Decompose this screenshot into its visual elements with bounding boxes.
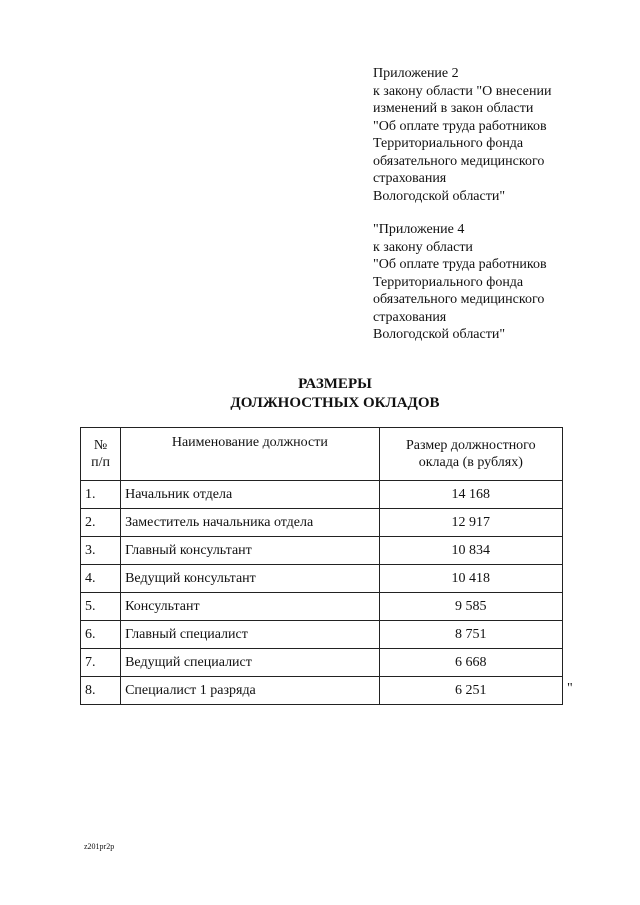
appendix-line: Вологодской области": [373, 327, 506, 342]
salary-value: 14 168: [379, 481, 562, 509]
row-number: 2.: [81, 509, 121, 537]
appendix-line: "Об оплате труда работников: [373, 118, 547, 134]
table-row: [81, 537, 563, 565]
position-name: Главный консультант: [121, 537, 380, 565]
table-row: [81, 649, 563, 677]
appendix-line: страхования: [373, 309, 447, 325]
closing-quote: ": [567, 681, 573, 696]
salary-value: 8 751: [379, 621, 562, 649]
table-row: [81, 621, 563, 649]
position-name: Ведущий консультант: [121, 565, 380, 593]
salary-value: 6 668: [379, 649, 562, 677]
table-row: [81, 593, 563, 621]
position-name: Заместитель начальника отдела: [121, 509, 380, 537]
appendix-line: изменений в закон области: [373, 101, 534, 116]
salary-table: [80, 427, 563, 705]
row-number: 3.: [81, 537, 121, 565]
salary-value: 10 418: [379, 565, 562, 593]
appendix-line: Приложение 2: [373, 66, 459, 81]
appendix-2-header: [373, 65, 613, 205]
appendix-line: "Об оплате труда работников: [373, 257, 547, 272]
title-line-1: РАЗМЕРЫ: [298, 376, 372, 392]
appendix-line: "Приложение 4: [373, 222, 465, 237]
appendix-4-header: [373, 221, 613, 344]
position-name: Ведущий специалист: [121, 649, 380, 677]
appendix-line: Вологодской области": [373, 188, 506, 204]
row-number: 4.: [81, 565, 121, 593]
appendix-line: страхования: [373, 171, 447, 186]
title-line-2: ДОЛЖНОСТНЫХ ОКЛАДОВ: [230, 395, 440, 411]
appendix-line: обязательного медицинского: [373, 153, 545, 169]
row-number: 6.: [81, 621, 121, 649]
row-number: 7.: [81, 649, 121, 677]
position-name: Специалист 1 разряда: [121, 677, 380, 705]
row-number: 5.: [81, 593, 121, 621]
document-title: [0, 375, 640, 413]
document-code: z201pr2p: [84, 842, 115, 851]
position-name: Начальник отдела: [121, 481, 380, 509]
row-number: 1.: [81, 481, 121, 509]
header-position-name: Наименование должности: [121, 428, 380, 481]
table-row: [81, 509, 563, 537]
table-row: [81, 565, 563, 593]
table-header-row: [81, 428, 563, 481]
header-number: № п/п: [81, 428, 121, 481]
salary-value: 9 585: [379, 593, 562, 621]
salary-value: 10 834: [379, 537, 562, 565]
table-row: [81, 481, 563, 509]
salary-value: 6 251: [379, 677, 562, 705]
table-row: [81, 677, 563, 705]
appendix-line: Территориального фонда: [373, 136, 524, 151]
appendix-line: обязательного медицинского: [373, 292, 545, 307]
position-name: Главный специалист: [121, 621, 380, 649]
header-salary: Размер должностного оклада (в рублях): [379, 428, 562, 481]
position-name: Консультант: [121, 593, 380, 621]
appendix-line: к закону области "О внесении: [373, 83, 552, 99]
appendix-line: Территориального фонда: [373, 274, 524, 290]
row-number: 8.: [81, 677, 121, 705]
salary-value: 12 917: [379, 509, 562, 537]
appendix-line: к закону области: [373, 239, 473, 255]
